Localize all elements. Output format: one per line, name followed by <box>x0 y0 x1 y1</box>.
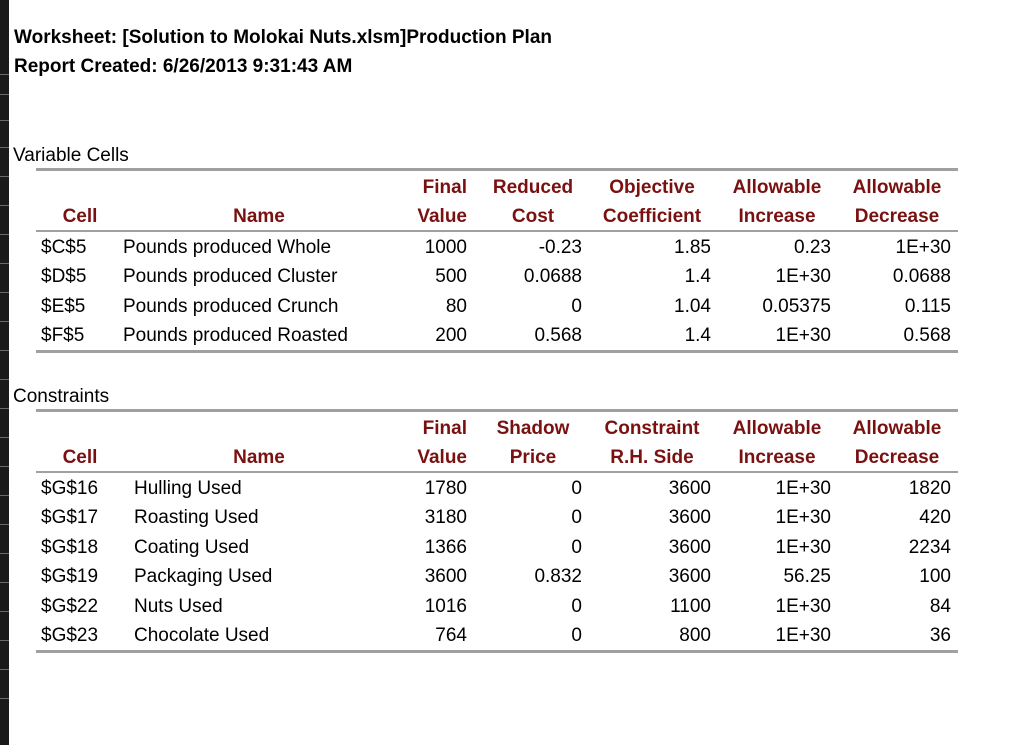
row-cell: $G$18 <box>41 537 99 558</box>
row-objective: 1.4 <box>684 266 711 287</box>
header-decrease-2: Decrease <box>854 447 940 468</box>
variable-cells-top-rule <box>36 168 958 171</box>
row-name: Pounds produced Cluster <box>123 266 338 287</box>
header-increase-2: Increase <box>738 206 816 227</box>
row-decrease: 1E+30 <box>895 237 951 258</box>
header-increase-1: Allowable <box>732 177 822 198</box>
header-final-1: Final <box>422 177 467 198</box>
header-final-1: Final <box>422 418 467 439</box>
row-rhs: 3600 <box>668 478 711 499</box>
row-final: 1000 <box>424 237 467 258</box>
row-name: Roasting Used <box>134 507 259 528</box>
row-increase: 1E+30 <box>775 266 831 287</box>
row-name: Pounds produced Crunch <box>123 296 339 317</box>
row-cell: $G$22 <box>41 596 99 617</box>
row-cell: $G$16 <box>41 478 99 499</box>
row-final: 764 <box>435 625 467 646</box>
constraints-title: Constraints <box>13 386 110 407</box>
row-decrease: 36 <box>929 625 951 646</box>
header-shadow-2: Price <box>509 447 557 468</box>
row-increase: 1E+30 <box>775 325 831 346</box>
row-objective: 1.85 <box>674 237 711 258</box>
row-cell: $E$5 <box>41 296 86 317</box>
row-objective: 1.4 <box>684 325 711 346</box>
row-final: 200 <box>435 325 467 346</box>
row-increase: 1E+30 <box>775 537 831 558</box>
row-final: 1016 <box>424 596 467 617</box>
constraints-top-rule <box>36 409 958 412</box>
row-shadow: 0.832 <box>534 566 582 587</box>
row-reduced: 0.568 <box>534 325 582 346</box>
row-cell: $F$5 <box>41 325 85 346</box>
report-created: Report Created: 6/26/2013 9:31:43 AM <box>14 56 353 77</box>
row-reduced: 0 <box>571 296 582 317</box>
row-reduced: 0.0688 <box>523 266 582 287</box>
row-decrease: 0.568 <box>903 325 951 346</box>
header-name: Name <box>233 206 285 227</box>
row-increase: 1E+30 <box>775 507 831 528</box>
row-increase: 1E+30 <box>775 596 831 617</box>
row-name: Chocolate Used <box>134 625 270 646</box>
row-decrease: 1820 <box>908 478 951 499</box>
row-decrease: 100 <box>919 566 951 587</box>
row-shadow: 0 <box>571 596 582 617</box>
row-increase: 1E+30 <box>775 625 831 646</box>
row-final: 1780 <box>424 478 467 499</box>
row-decrease: 420 <box>919 507 951 528</box>
row-name: Coating Used <box>134 537 250 558</box>
header-objective-2: Coefficient <box>602 206 702 227</box>
row-final: 1366 <box>424 537 467 558</box>
row-rhs: 800 <box>679 625 711 646</box>
row-cell: $G$23 <box>41 625 99 646</box>
header-reduced-1: Reduced <box>492 177 574 198</box>
header-rhs-2: R.H. Side <box>610 447 694 468</box>
header-final-2: Value <box>417 447 467 468</box>
row-shadow: 0 <box>571 478 582 499</box>
row-cell: $C$5 <box>41 237 87 258</box>
row-shadow: 0 <box>571 537 582 558</box>
constraints-header-rule <box>36 471 958 473</box>
row-final: 80 <box>445 296 467 317</box>
row-reduced: -0.23 <box>538 237 582 258</box>
header-decrease-1: Allowable <box>852 177 942 198</box>
row-name: Nuts Used <box>134 596 223 617</box>
row-final: 3600 <box>424 566 467 587</box>
header-increase-1: Allowable <box>732 418 822 439</box>
row-name: Hulling Used <box>134 478 242 499</box>
header-name: Name <box>233 447 285 468</box>
row-increase: 0.05375 <box>762 296 831 317</box>
header-rhs-1: Constraint <box>604 418 700 439</box>
row-final: 500 <box>435 266 467 287</box>
row-shadow: 0 <box>571 625 582 646</box>
variable-cells-title: Variable Cells <box>13 145 129 166</box>
left-edge-bar <box>0 0 9 745</box>
row-name: Pounds produced Roasted <box>123 325 348 346</box>
constraints-bottom-rule <box>36 650 958 653</box>
header-cell: Cell <box>62 447 98 468</box>
row-shadow: 0 <box>571 507 582 528</box>
report-page <box>9 0 1024 745</box>
row-cell: $D$5 <box>41 266 87 287</box>
row-decrease: 0.115 <box>904 296 951 317</box>
header-shadow-1: Shadow <box>496 418 570 439</box>
row-increase: 56.25 <box>783 566 831 587</box>
row-objective: 1.04 <box>674 296 711 317</box>
header-increase-2: Increase <box>738 447 816 468</box>
row-cell: $G$17 <box>41 507 99 528</box>
worksheet-title: Worksheet: [Solution to Molokai Nuts.xlsm]Production Plan <box>14 27 553 48</box>
header-final-2: Value <box>417 206 467 227</box>
row-decrease: 84 <box>929 596 951 617</box>
row-name: Packaging Used <box>134 566 273 587</box>
row-decrease: 2234 <box>908 537 951 558</box>
row-rhs: 3600 <box>668 566 711 587</box>
header-decrease-1: Allowable <box>852 418 942 439</box>
row-name: Pounds produced Whole <box>123 237 332 258</box>
row-decrease: 0.0688 <box>892 266 951 287</box>
row-rhs: 3600 <box>668 537 711 558</box>
row-final: 3180 <box>424 507 467 528</box>
row-rhs: 3600 <box>668 507 711 528</box>
header-reduced-2: Cost <box>511 206 555 227</box>
row-increase: 0.23 <box>794 237 831 258</box>
variable-cells-header-rule <box>36 230 958 232</box>
header-objective-1: Objective <box>609 177 695 198</box>
variable-cells-bottom-rule <box>36 350 958 353</box>
row-rhs: 1100 <box>670 596 711 617</box>
header-decrease-2: Decrease <box>854 206 940 227</box>
header-cell: Cell <box>62 206 98 227</box>
row-cell: $G$19 <box>41 566 99 587</box>
row-increase: 1E+30 <box>775 478 831 499</box>
